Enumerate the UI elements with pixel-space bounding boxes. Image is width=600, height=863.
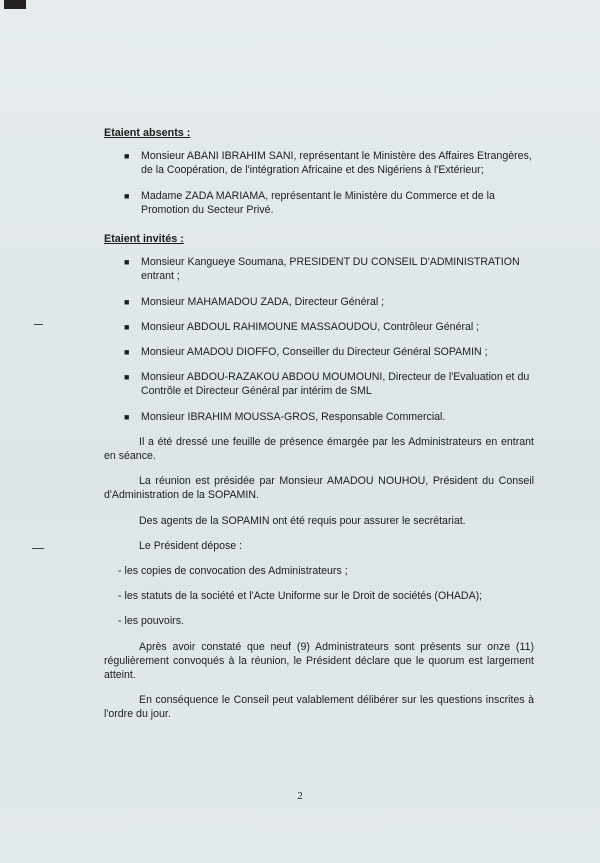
margin-mark	[32, 548, 44, 549]
invites-list	[104, 255, 534, 424]
list-item	[104, 149, 534, 177]
absent-entry: Madame ZADA MARIAMA, représentant le Ministère du Commerce et de la Promotion du Secteur Privé.	[141, 189, 495, 216]
invite-entry: Monsieur ABDOUL RAHIMOUNE MASSAOUDOU, Contrôleur Général ;	[141, 320, 480, 333]
list-item	[104, 370, 534, 398]
invite-entry: Monsieur Kangueye Soumana, PRESIDENT DU CONSEIL D'ADMINISTRATION entrant ;	[141, 256, 520, 283]
list-item	[104, 410, 534, 424]
list-item	[104, 320, 534, 334]
list-item	[104, 345, 534, 359]
bullet-icon: ■	[124, 372, 130, 383]
list-item	[104, 255, 534, 283]
bullet-icon: ■	[124, 411, 130, 422]
deposit-item: - les statuts de la société et l'Acte Uniforme sur le Droit de sociétés (OHADA);	[118, 590, 483, 603]
absent-entry: Monsieur ABANI IBRAHIM SANI, représentant le Ministère des Affaires Etrangères, de la Coopération, de l'intégration Africaine et des Nigériens à l'Extérieur;	[141, 150, 532, 177]
page-number: 2	[297, 790, 303, 802]
list-item	[104, 295, 534, 309]
margin-mark	[34, 324, 43, 325]
bullet-icon: ■	[124, 296, 130, 307]
invite-entry: Monsieur ABDOU-RAZAKOU ABDOU MOUMOUNI, Directeur de l'Evaluation et du Contrôle et Directeur Général par intérim de SML	[141, 371, 530, 398]
document-body	[104, 126, 534, 733]
bullet-icon: ■	[124, 190, 130, 201]
bullet-icon: ■	[124, 257, 130, 268]
invite-entry: Monsieur IBRAHIM MOUSSA-GROS, Responsable Commercial.	[141, 410, 446, 423]
deposit-paragraph: Le Président dépose :	[139, 539, 243, 552]
invite-entry: Monsieur MAHAMADOU ZADA, Directeur Général ;	[141, 295, 385, 308]
bullet-icon: ■	[124, 151, 130, 162]
deposit-item: - les copies de convocation des Administrateurs ;	[118, 565, 348, 578]
deliberation-paragraph: En conséquence le Conseil peut valablement délibérer sur les questions inscrites à l'ordre du jour.	[104, 694, 534, 721]
absents-list	[104, 149, 534, 217]
scan-corner-mark	[4, 0, 26, 9]
quorum-paragraph: Après avoir constaté que neuf (9) Administrateurs sont présents sur onze (11) régulièrement convoqués à la réunion, le Président déclare que le quorum est largement atteint.	[104, 640, 534, 682]
chair-paragraph: La réunion est présidée par Monsieur AMADOU NOUHOU, Président du Conseil d'Administration de la SOPAMIN.	[104, 475, 534, 502]
deposit-item: - les pouvoirs.	[118, 615, 184, 628]
absents-heading: Etaient absents :	[104, 127, 191, 139]
secretariat-paragraph: Des agents de la SOPAMIN ont été requis pour assurer le secrétariat.	[139, 514, 466, 527]
bullet-icon: ■	[124, 347, 130, 358]
bullet-icon: ■	[124, 321, 130, 332]
list-item	[104, 189, 534, 217]
invite-entry: Monsieur AMADOU DIOFFO, Conseiller du Directeur Général SOPAMIN ;	[141, 346, 488, 359]
invites-heading: Etaient invités :	[104, 233, 184, 246]
attendance-paragraph: Il a été dressé une feuille de présence émargée par les Administrateurs en entrant en séance.	[104, 435, 534, 463]
